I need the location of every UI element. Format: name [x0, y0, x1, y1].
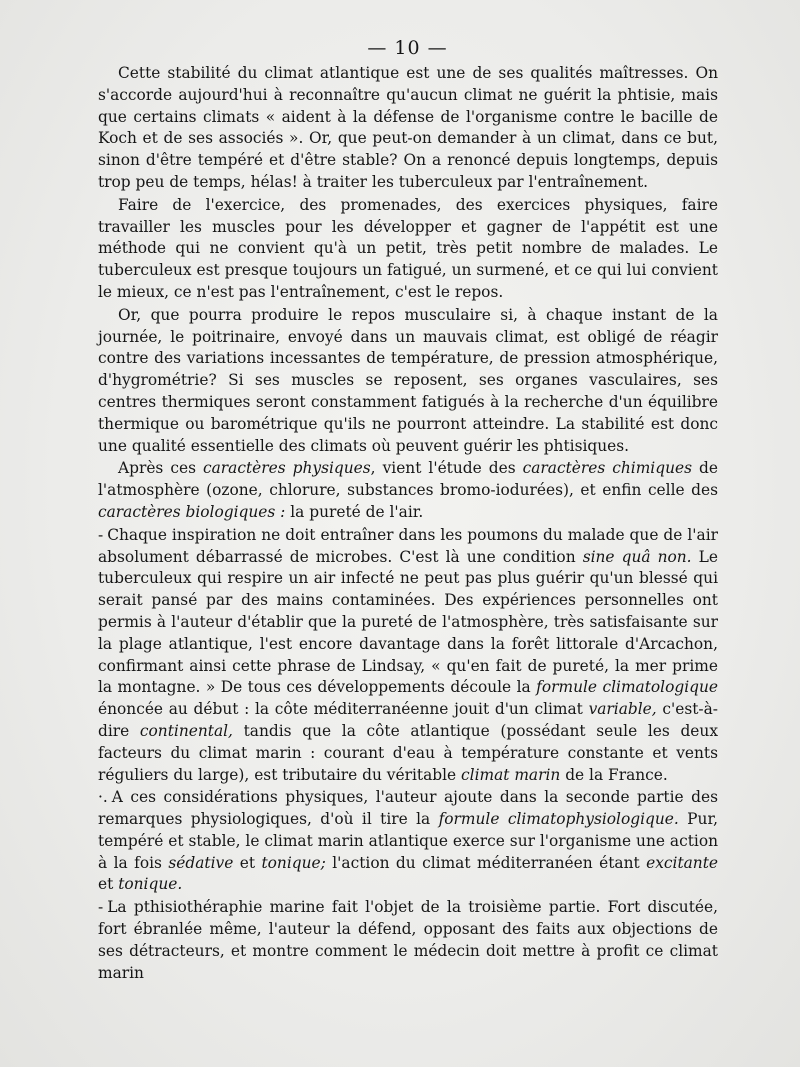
text-segment: tandis que la côte atlantique (possédant seule les deux facteurs du climat marin : courant d'eau à température constante et vents réguliers du large), est tributaire du véritable — [98, 721, 718, 784]
italic-phrase: tonique. — [118, 875, 183, 894]
italic-phrase: variable, — [588, 700, 657, 719]
text-segment: et — [233, 853, 262, 872]
paragraph-marker: - — [98, 525, 104, 544]
text-segment: énoncée au début : la côte méditerranéenne jouit d'un climat — [98, 700, 589, 719]
text-segment: A ces considérations physiques, l'auteur ajoute dans la seconde partie des remarques physiologiques, d'où il tire la — [98, 788, 718, 829]
italic-phrase: sédative — [168, 853, 234, 872]
paragraph — [98, 305, 718, 458]
text-segment: Le tuberculeux qui respire un air infecté ne peut pas plus guérir qu'un blessé qui serait pansé par des mains contaminées. Des expériences personnelles ont permis à l'auteur d'établir que la pureté de l'atmosphère, très satisfaisante sur la plage atlantique, l'est encore davantage dans la forêt littorale d'Arcachon, confirmant ainsi cette phrase de Lindsay, « qu'en fait de pureté, la mer prime la montagne. » De tous ces développements découle la — [98, 547, 718, 697]
text-segment: Or, que pourra produire le repos musculaire si, à chaque instant de la journée, le poitrinaire, envoyé dans un mauvais climat, est obligé de réagir contre des variations incessantes de température, de pression atmosphérique, d'hygrométrie? Si ses muscles se reposent, ses organes vasculaires, ses centres thermiques seront constamment fatigués à la recherche d'un équilibre thermique ou barométrique qu'ils ne pourront atteindre. La stabilité est donc une qualité essentielle des climats où peuvent guérir les phtisiques. — [98, 305, 718, 455]
paragraph — [98, 63, 718, 194]
italic-phrase: caractères physiques — [203, 459, 371, 478]
paragraph — [98, 897, 718, 984]
italic-phrase: continental, — [139, 721, 233, 740]
italic-phrase: caractères chimiques — [522, 459, 693, 478]
page-number: — 10 — — [367, 37, 448, 59]
text-segment: l'action du climat méditerranéen étant — [325, 853, 647, 872]
text-segment: Pur, tempéré et stable, le climat marin atlantique exerce sur l'organisme une action à la fois — [98, 810, 719, 872]
text-segment: Chaque inspiration ne doit entraîner dans les poumons du malade que de l'air absolument débarrassé de microbes. C'est là une condition — [98, 525, 718, 566]
paragraph-marker: ·. — [98, 788, 108, 807]
text-segment: c'est-à-dire — [98, 700, 718, 740]
article-body — [98, 63, 718, 984]
text-segment: Faire de l'exercice, des promenades, des exercices physiques, faire travailler les muscles pour les développer et gagner de l'appétit est une méthode qui ne convient qu'à un petit, très petit nombre de malades. Le tuberculeux est presque toujours un fatigué, un surmené, et ce qui lui convient le mieux, ce n'est pas l'entraînement, c'est le repos. — [98, 195, 718, 301]
text-segment: , vient l'étude des — [370, 459, 523, 478]
paragraph — [98, 787, 718, 896]
text-segment: de la France. — [560, 765, 668, 784]
text-segment: la pureté de l'air. — [285, 502, 424, 521]
italic-phrase: formule climatologique — [536, 678, 718, 697]
text-segment: et — [98, 875, 119, 894]
paragraph-marker: - — [98, 898, 104, 917]
paragraph — [98, 525, 718, 787]
italic-phrase: sine quâ non. — [582, 547, 692, 566]
italic-phrase: formule climatophysiologique. — [438, 810, 679, 829]
text-segment: La pthisiothéraphie marine fait l'objet de la troisième partie. Fort discutée, fort ébranlée même, l'auteur la défend, opposant des faits aux objections de ses détracteurs, et montre comment le médecin doit mettre à profit ce climat marin — [98, 898, 718, 982]
paragraph — [98, 195, 718, 304]
italic-phrase: caractères biologiques : — [98, 502, 286, 521]
text-segment: Cette stabilité du climat atlantique est une de ses qualités maîtresses. On s'accorde aujourd'hui à reconnaître qu'aucun climat ne guérit la phtisie, mais que certains climats « aident à la défense de l'organisme contre le bacille de Koch et de ses associés ». Or, que peut-on demander à un climat, dans ce but, sinon d'être tempéré et d'être stable? On a renoncé depuis longtemps, depuis trop peu de temps, hélas! à traiter les tuberculeux par l'entraînement. — [98, 64, 718, 191]
text-segment: de l'atmosphère (ozone, chlorure, substances bromo-iodurées), et enfin celle des — [98, 459, 718, 500]
italic-phrase: excitante — [646, 853, 719, 872]
italic-phrase: climat marin — [461, 765, 561, 784]
paragraph — [98, 458, 718, 523]
italic-phrase: tonique; — [261, 853, 326, 872]
text-segment: Après ces — [118, 459, 203, 478]
